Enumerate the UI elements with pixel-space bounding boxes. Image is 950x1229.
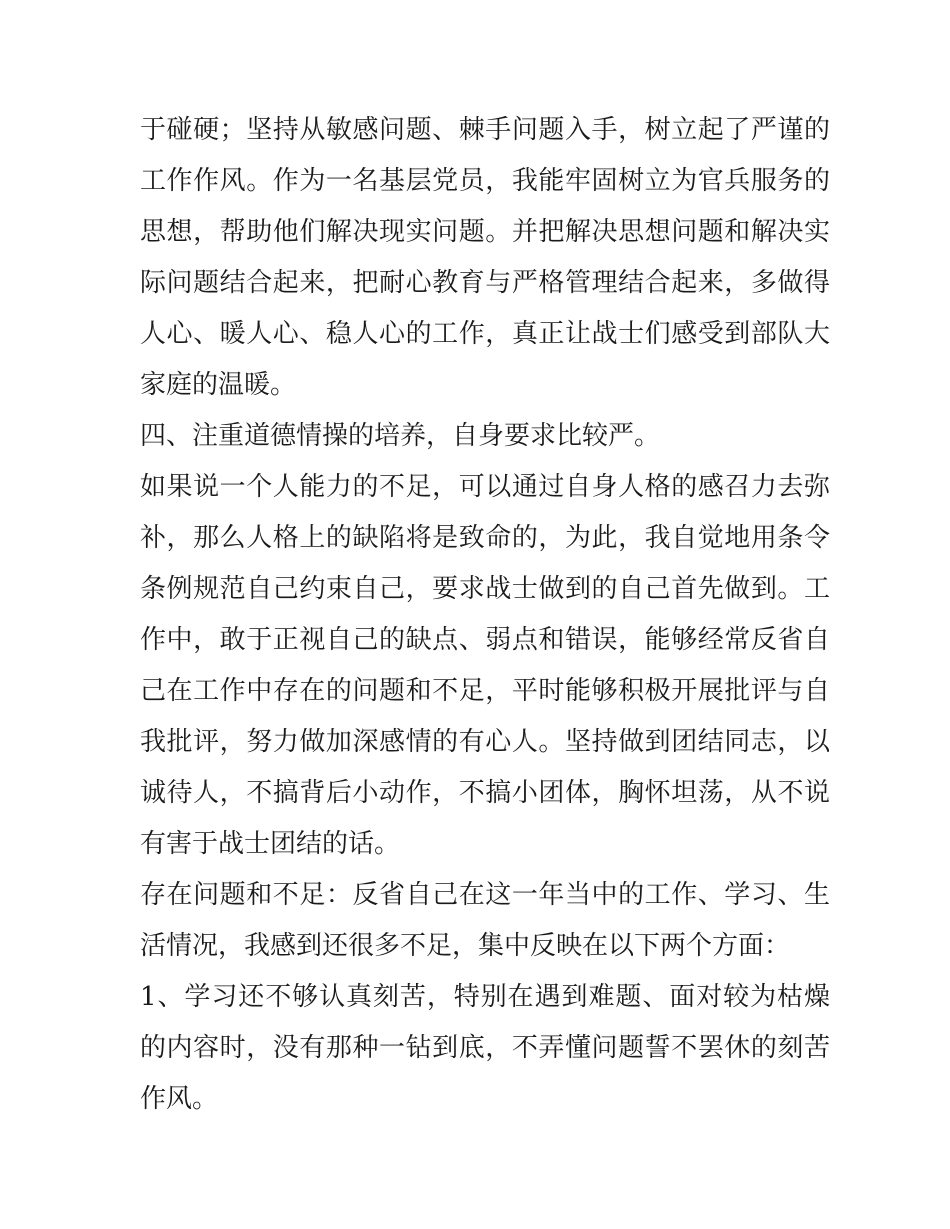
document-body <box>140 105 830 1125</box>
paragraph-work-style: 于碰硬；坚持从敏感问题、棘手问题入手，树立起了严谨的工作作风。作为一名基层党员，我能牢固树立为官兵服务的思想，帮助他们解决现实问题。并把解决思想问题和解决实际问题结合起来，把耐心教育与严格管理结合起来，多做得人心、暖人心、稳人心的工作，真正让战士们感受到部队大家庭的温暖。 <box>140 115 830 400</box>
paragraph-self-discipline: 如果说一个人能力的不足，可以通过自身人格的感召力去弥补，那么人格上的缺陷将是致命的，为此，我自觉地用条令条例规范自己约束自己，要求战士做到的自己首先做到。工作中，敢于正视自己的缺点、弱点和错误，能够经常反省自己在工作中存在的问题和不足，平时能够积极开展批评与自我批评，努力做加深感情的有心人。坚持做到团结同志，以诚待人，不搞背后小动作，不搞小团体，胸怀坦荡，从不说有害于战士团结的话。 <box>140 472 830 859</box>
paragraph-problems-intro: 存在问题和不足：反省自己在这一年当中的工作、学习、生活情况，我感到还很多不足，集中反映在以下两个方面： <box>140 880 830 961</box>
paragraph-problem-1: 1、学习还不够认真刻苦，特别在遇到难题、面对较为枯燥的内容时，没有那种一钻到底，不弄懂问题誓不罢休的刻苦作风。 <box>140 982 830 1114</box>
section-heading-moral-character: 四、注重道德情操的培养，自身要求比较严。 <box>140 421 661 451</box>
